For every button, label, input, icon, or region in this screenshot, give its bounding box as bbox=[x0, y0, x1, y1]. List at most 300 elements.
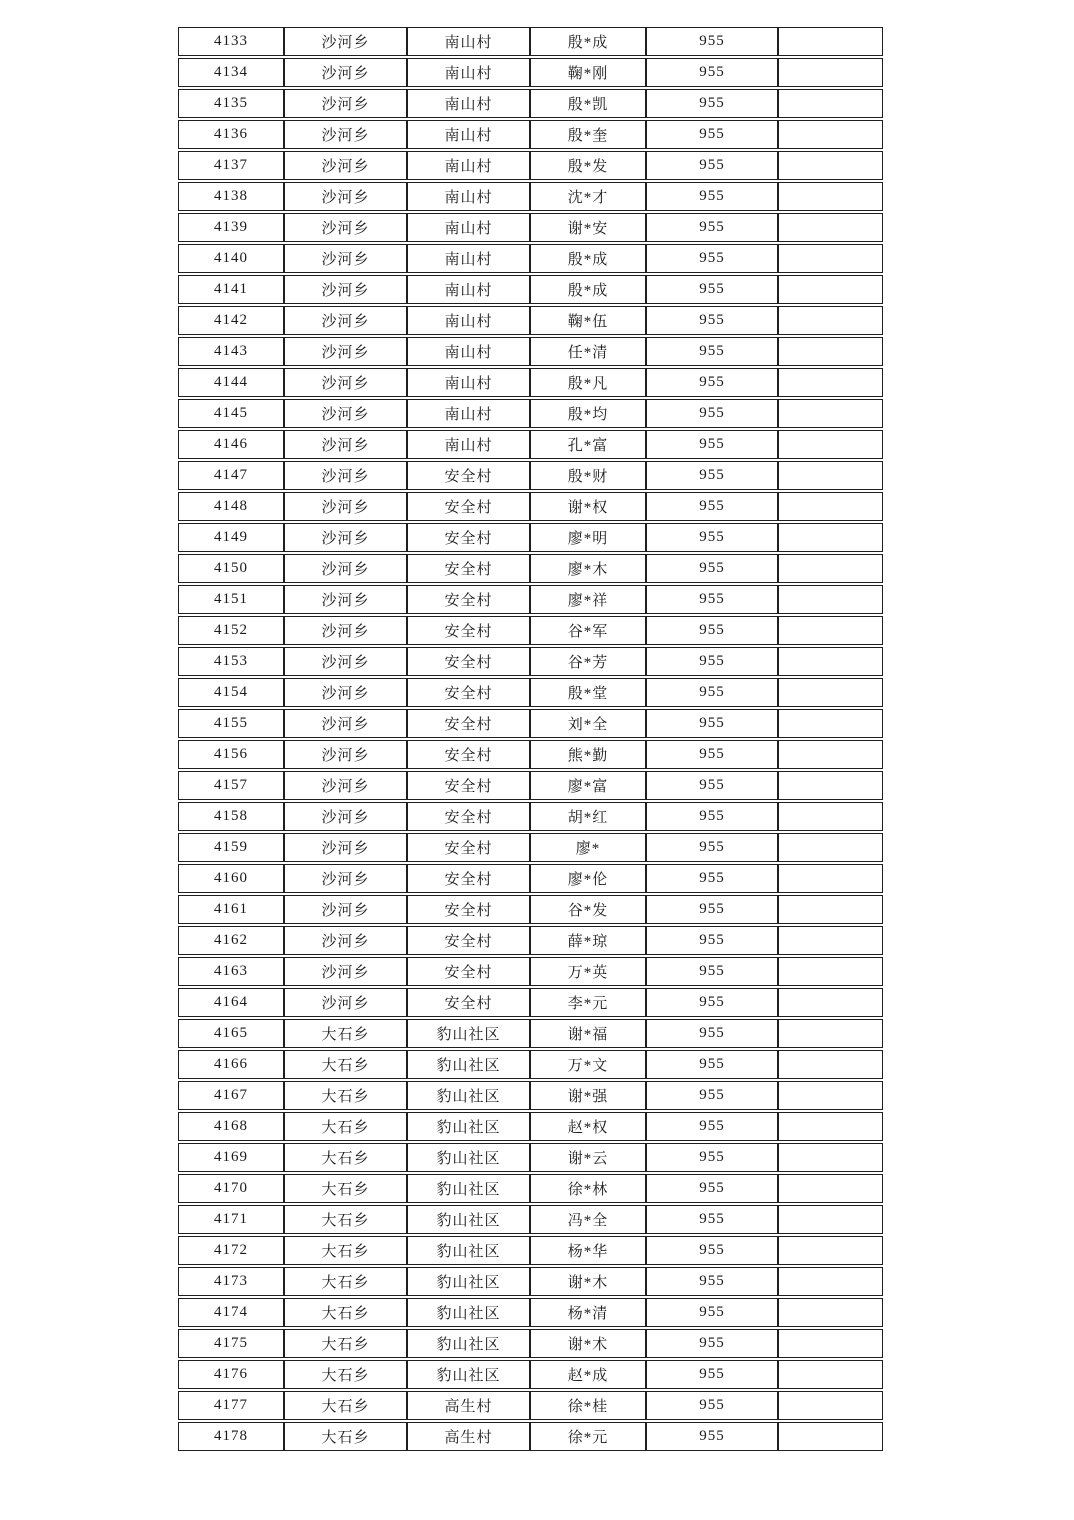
cell-serial-number: 4167 bbox=[178, 1081, 284, 1110]
cell-village: 南山村 bbox=[407, 275, 530, 304]
cell-township: 大石乡 bbox=[284, 1174, 407, 1203]
cell-village: 南山村 bbox=[407, 120, 530, 149]
cell-blank bbox=[778, 1329, 883, 1358]
cell-serial-number: 4151 bbox=[178, 585, 284, 614]
cell-amount: 955 bbox=[646, 740, 778, 769]
cell-township: 沙河乡 bbox=[284, 27, 407, 56]
cell-blank bbox=[778, 1236, 883, 1265]
cell-person-name: 殷*均 bbox=[530, 399, 646, 428]
cell-village: 安全村 bbox=[407, 988, 530, 1017]
table-row bbox=[178, 213, 883, 242]
table-row bbox=[178, 1112, 883, 1141]
cell-village: 豹山社区 bbox=[407, 1329, 530, 1358]
cell-serial-number: 4166 bbox=[178, 1050, 284, 1079]
cell-township: 沙河乡 bbox=[284, 306, 407, 335]
cell-township: 大石乡 bbox=[284, 1143, 407, 1172]
cell-village: 豹山社区 bbox=[407, 1360, 530, 1389]
cell-serial-number: 4152 bbox=[178, 616, 284, 645]
cell-township: 沙河乡 bbox=[284, 988, 407, 1017]
cell-serial-number: 4159 bbox=[178, 833, 284, 862]
cell-amount: 955 bbox=[646, 1174, 778, 1203]
cell-village: 安全村 bbox=[407, 895, 530, 924]
cell-amount: 955 bbox=[646, 182, 778, 211]
table-row bbox=[178, 1298, 883, 1327]
cell-township: 大石乡 bbox=[284, 1298, 407, 1327]
table-row bbox=[178, 523, 883, 552]
cell-township: 沙河乡 bbox=[284, 430, 407, 459]
cell-serial-number: 4146 bbox=[178, 430, 284, 459]
cell-blank bbox=[778, 802, 883, 831]
cell-blank bbox=[778, 1174, 883, 1203]
cell-person-name: 殷*成 bbox=[530, 244, 646, 273]
cell-amount: 955 bbox=[646, 368, 778, 397]
cell-serial-number: 4171 bbox=[178, 1205, 284, 1234]
cell-blank bbox=[778, 120, 883, 149]
cell-person-name: 谢*福 bbox=[530, 1019, 646, 1048]
cell-village: 豹山社区 bbox=[407, 1019, 530, 1048]
cell-blank bbox=[778, 306, 883, 335]
cell-person-name: 万*英 bbox=[530, 957, 646, 986]
cell-blank bbox=[778, 492, 883, 521]
cell-amount: 955 bbox=[646, 399, 778, 428]
cell-blank bbox=[778, 244, 883, 273]
cell-serial-number: 4165 bbox=[178, 1019, 284, 1048]
cell-person-name: 殷*财 bbox=[530, 461, 646, 490]
table-row bbox=[178, 740, 883, 769]
cell-amount: 955 bbox=[646, 616, 778, 645]
cell-person-name: 徐*桂 bbox=[530, 1391, 646, 1420]
cell-person-name: 殷*成 bbox=[530, 275, 646, 304]
table-row bbox=[178, 492, 883, 521]
cell-village: 豹山社区 bbox=[407, 1205, 530, 1234]
cell-person-name: 沈*才 bbox=[530, 182, 646, 211]
table-row bbox=[178, 1267, 883, 1296]
cell-blank bbox=[778, 1298, 883, 1327]
cell-township: 沙河乡 bbox=[284, 802, 407, 831]
cell-township: 大石乡 bbox=[284, 1391, 407, 1420]
cell-serial-number: 4154 bbox=[178, 678, 284, 707]
cell-blank bbox=[778, 275, 883, 304]
cell-serial-number: 4169 bbox=[178, 1143, 284, 1172]
cell-serial-number: 4164 bbox=[178, 988, 284, 1017]
table-row bbox=[178, 120, 883, 149]
cell-amount: 955 bbox=[646, 306, 778, 335]
cell-township: 沙河乡 bbox=[284, 616, 407, 645]
cell-amount: 955 bbox=[646, 585, 778, 614]
cell-person-name: 李*元 bbox=[530, 988, 646, 1017]
cell-blank bbox=[778, 399, 883, 428]
cell-township: 沙河乡 bbox=[284, 120, 407, 149]
cell-amount: 955 bbox=[646, 988, 778, 1017]
cell-serial-number: 4133 bbox=[178, 27, 284, 56]
cell-person-name: 熊*勤 bbox=[530, 740, 646, 769]
cell-person-name: 徐*元 bbox=[530, 1422, 646, 1451]
table-row bbox=[178, 58, 883, 87]
cell-township: 沙河乡 bbox=[284, 647, 407, 676]
cell-blank bbox=[778, 988, 883, 1017]
cell-amount: 955 bbox=[646, 833, 778, 862]
cell-blank bbox=[778, 1050, 883, 1079]
cell-person-name: 薛*琼 bbox=[530, 926, 646, 955]
cell-person-name: 冯*全 bbox=[530, 1205, 646, 1234]
table-row bbox=[178, 27, 883, 56]
cell-village: 豹山社区 bbox=[407, 1112, 530, 1141]
table-row bbox=[178, 244, 883, 273]
cell-amount: 955 bbox=[646, 120, 778, 149]
table-row bbox=[178, 895, 883, 924]
cell-serial-number: 4145 bbox=[178, 399, 284, 428]
cell-township: 大石乡 bbox=[284, 1050, 407, 1079]
cell-blank bbox=[778, 1360, 883, 1389]
cell-village: 安全村 bbox=[407, 802, 530, 831]
cell-blank bbox=[778, 678, 883, 707]
cell-serial-number: 4173 bbox=[178, 1267, 284, 1296]
cell-blank bbox=[778, 89, 883, 118]
cell-blank bbox=[778, 647, 883, 676]
cell-village: 豹山社区 bbox=[407, 1174, 530, 1203]
cell-serial-number: 4170 bbox=[178, 1174, 284, 1203]
cell-person-name: 鞠*伍 bbox=[530, 306, 646, 335]
table-row bbox=[178, 461, 883, 490]
cell-amount: 955 bbox=[646, 244, 778, 273]
cell-village: 高生村 bbox=[407, 1422, 530, 1451]
cell-village: 安全村 bbox=[407, 678, 530, 707]
cell-village: 南山村 bbox=[407, 399, 530, 428]
cell-serial-number: 4144 bbox=[178, 368, 284, 397]
cell-person-name: 廖*木 bbox=[530, 554, 646, 583]
cell-serial-number: 4135 bbox=[178, 89, 284, 118]
table-row bbox=[178, 368, 883, 397]
cell-blank bbox=[778, 337, 883, 366]
cell-person-name: 谷*发 bbox=[530, 895, 646, 924]
cell-serial-number: 4137 bbox=[178, 151, 284, 180]
cell-person-name: 谢*安 bbox=[530, 213, 646, 242]
cell-blank bbox=[778, 1391, 883, 1420]
cell-village: 南山村 bbox=[407, 182, 530, 211]
table-row bbox=[178, 89, 883, 118]
cell-amount: 955 bbox=[646, 58, 778, 87]
table-row bbox=[178, 399, 883, 428]
cell-person-name: 谢*权 bbox=[530, 492, 646, 521]
cell-amount: 955 bbox=[646, 89, 778, 118]
cell-township: 沙河乡 bbox=[284, 554, 407, 583]
cell-township: 大石乡 bbox=[284, 1019, 407, 1048]
cell-village: 豹山社区 bbox=[407, 1236, 530, 1265]
cell-blank bbox=[778, 1019, 883, 1048]
cell-amount: 955 bbox=[646, 864, 778, 893]
cell-person-name: 谢*云 bbox=[530, 1143, 646, 1172]
cell-person-name: 殷*堂 bbox=[530, 678, 646, 707]
cell-village: 南山村 bbox=[407, 244, 530, 273]
cell-person-name: 廖*明 bbox=[530, 523, 646, 552]
cell-township: 沙河乡 bbox=[284, 461, 407, 490]
cell-village: 豹山社区 bbox=[407, 1143, 530, 1172]
cell-blank bbox=[778, 833, 883, 862]
table-row bbox=[178, 151, 883, 180]
roster-table bbox=[178, 25, 883, 1453]
cell-person-name: 谷*芳 bbox=[530, 647, 646, 676]
cell-blank bbox=[778, 1422, 883, 1451]
cell-township: 大石乡 bbox=[284, 1360, 407, 1389]
cell-amount: 955 bbox=[646, 957, 778, 986]
cell-serial-number: 4156 bbox=[178, 740, 284, 769]
cell-amount: 955 bbox=[646, 151, 778, 180]
cell-amount: 955 bbox=[646, 523, 778, 552]
cell-township: 沙河乡 bbox=[284, 678, 407, 707]
table-row bbox=[178, 585, 883, 614]
cell-serial-number: 4134 bbox=[178, 58, 284, 87]
cell-person-name: 殷*凡 bbox=[530, 368, 646, 397]
cell-village: 安全村 bbox=[407, 585, 530, 614]
cell-blank bbox=[778, 368, 883, 397]
cell-amount: 955 bbox=[646, 1205, 778, 1234]
cell-township: 沙河乡 bbox=[284, 337, 407, 366]
cell-serial-number: 4148 bbox=[178, 492, 284, 521]
cell-blank bbox=[778, 554, 883, 583]
cell-serial-number: 4161 bbox=[178, 895, 284, 924]
cell-blank bbox=[778, 709, 883, 738]
cell-serial-number: 4174 bbox=[178, 1298, 284, 1327]
cell-amount: 955 bbox=[646, 1112, 778, 1141]
cell-amount: 955 bbox=[646, 1081, 778, 1110]
cell-blank bbox=[778, 1081, 883, 1110]
cell-blank bbox=[778, 182, 883, 211]
cell-blank bbox=[778, 151, 883, 180]
cell-serial-number: 4149 bbox=[178, 523, 284, 552]
cell-amount: 955 bbox=[646, 1019, 778, 1048]
table-row bbox=[178, 554, 883, 583]
cell-blank bbox=[778, 1112, 883, 1141]
cell-blank bbox=[778, 1267, 883, 1296]
cell-serial-number: 4160 bbox=[178, 864, 284, 893]
cell-serial-number: 4157 bbox=[178, 771, 284, 800]
table-row bbox=[178, 275, 883, 304]
cell-serial-number: 4175 bbox=[178, 1329, 284, 1358]
cell-blank bbox=[778, 864, 883, 893]
cell-village: 安全村 bbox=[407, 957, 530, 986]
cell-village: 安全村 bbox=[407, 833, 530, 862]
cell-person-name: 谷*军 bbox=[530, 616, 646, 645]
table-row bbox=[178, 182, 883, 211]
cell-village: 豹山社区 bbox=[407, 1298, 530, 1327]
cell-serial-number: 4153 bbox=[178, 647, 284, 676]
cell-village: 高生村 bbox=[407, 1391, 530, 1420]
table-row bbox=[178, 1236, 883, 1265]
cell-village: 安全村 bbox=[407, 461, 530, 490]
cell-township: 沙河乡 bbox=[284, 585, 407, 614]
cell-amount: 955 bbox=[646, 461, 778, 490]
table-row bbox=[178, 957, 883, 986]
table-row bbox=[178, 1329, 883, 1358]
cell-township: 大石乡 bbox=[284, 1267, 407, 1296]
cell-township: 沙河乡 bbox=[284, 151, 407, 180]
cell-serial-number: 4139 bbox=[178, 213, 284, 242]
cell-person-name: 谢*木 bbox=[530, 1267, 646, 1296]
cell-township: 大石乡 bbox=[284, 1081, 407, 1110]
cell-amount: 955 bbox=[646, 926, 778, 955]
cell-serial-number: 4143 bbox=[178, 337, 284, 366]
cell-blank bbox=[778, 957, 883, 986]
cell-amount: 955 bbox=[646, 709, 778, 738]
cell-village: 安全村 bbox=[407, 740, 530, 769]
cell-township: 沙河乡 bbox=[284, 213, 407, 242]
table-row bbox=[178, 1391, 883, 1420]
cell-serial-number: 4163 bbox=[178, 957, 284, 986]
cell-township: 沙河乡 bbox=[284, 244, 407, 273]
table-row bbox=[178, 802, 883, 831]
cell-serial-number: 4172 bbox=[178, 1236, 284, 1265]
table-row bbox=[178, 1422, 883, 1451]
cell-amount: 955 bbox=[646, 895, 778, 924]
cell-amount: 955 bbox=[646, 771, 778, 800]
cell-amount: 955 bbox=[646, 1298, 778, 1327]
cell-township: 沙河乡 bbox=[284, 833, 407, 862]
table-row bbox=[178, 1143, 883, 1172]
table-row bbox=[178, 988, 883, 1017]
cell-amount: 955 bbox=[646, 337, 778, 366]
cell-village: 南山村 bbox=[407, 337, 530, 366]
roster-table-body bbox=[178, 27, 883, 1451]
cell-township: 沙河乡 bbox=[284, 957, 407, 986]
cell-serial-number: 4142 bbox=[178, 306, 284, 335]
cell-amount: 955 bbox=[646, 647, 778, 676]
cell-township: 沙河乡 bbox=[284, 864, 407, 893]
cell-person-name: 赵*权 bbox=[530, 1112, 646, 1141]
cell-person-name: 万*文 bbox=[530, 1050, 646, 1079]
cell-amount: 955 bbox=[646, 1391, 778, 1420]
cell-person-name: 廖*富 bbox=[530, 771, 646, 800]
cell-township: 沙河乡 bbox=[284, 58, 407, 87]
cell-blank bbox=[778, 430, 883, 459]
cell-blank bbox=[778, 27, 883, 56]
cell-amount: 955 bbox=[646, 678, 778, 707]
cell-township: 大石乡 bbox=[284, 1236, 407, 1265]
table-row bbox=[178, 771, 883, 800]
cell-serial-number: 4158 bbox=[178, 802, 284, 831]
cell-township: 沙河乡 bbox=[284, 89, 407, 118]
cell-person-name: 谢*强 bbox=[530, 1081, 646, 1110]
table-row bbox=[178, 1360, 883, 1389]
cell-amount: 955 bbox=[646, 802, 778, 831]
cell-amount: 955 bbox=[646, 1422, 778, 1451]
cell-village: 安全村 bbox=[407, 926, 530, 955]
cell-township: 大石乡 bbox=[284, 1205, 407, 1234]
cell-township: 沙河乡 bbox=[284, 368, 407, 397]
cell-village: 豹山社区 bbox=[407, 1050, 530, 1079]
cell-person-name: 任*清 bbox=[530, 337, 646, 366]
cell-serial-number: 4150 bbox=[178, 554, 284, 583]
table-row bbox=[178, 1174, 883, 1203]
cell-township: 沙河乡 bbox=[284, 275, 407, 304]
cell-blank bbox=[778, 1143, 883, 1172]
cell-village: 安全村 bbox=[407, 492, 530, 521]
cell-village: 南山村 bbox=[407, 430, 530, 459]
cell-village: 安全村 bbox=[407, 771, 530, 800]
cell-village: 南山村 bbox=[407, 151, 530, 180]
cell-blank bbox=[778, 58, 883, 87]
cell-blank bbox=[778, 1205, 883, 1234]
cell-person-name: 廖*祥 bbox=[530, 585, 646, 614]
cell-person-name: 殷*发 bbox=[530, 151, 646, 180]
cell-village: 豹山社区 bbox=[407, 1267, 530, 1296]
cell-serial-number: 4168 bbox=[178, 1112, 284, 1141]
cell-person-name: 刘*全 bbox=[530, 709, 646, 738]
cell-township: 沙河乡 bbox=[284, 740, 407, 769]
cell-village: 南山村 bbox=[407, 89, 530, 118]
cell-person-name: 胡*红 bbox=[530, 802, 646, 831]
cell-person-name: 孔*富 bbox=[530, 430, 646, 459]
cell-person-name: 杨*清 bbox=[530, 1298, 646, 1327]
cell-person-name: 殷*成 bbox=[530, 27, 646, 56]
cell-amount: 955 bbox=[646, 1267, 778, 1296]
cell-township: 沙河乡 bbox=[284, 771, 407, 800]
table-row bbox=[178, 647, 883, 676]
table-row bbox=[178, 337, 883, 366]
cell-township: 沙河乡 bbox=[284, 399, 407, 428]
cell-serial-number: 4177 bbox=[178, 1391, 284, 1420]
cell-person-name: 赵*成 bbox=[530, 1360, 646, 1389]
table-row bbox=[178, 1019, 883, 1048]
cell-blank bbox=[778, 585, 883, 614]
table-row bbox=[178, 1081, 883, 1110]
table-row bbox=[178, 616, 883, 645]
table-row bbox=[178, 833, 883, 862]
cell-village: 安全村 bbox=[407, 864, 530, 893]
cell-village: 安全村 bbox=[407, 616, 530, 645]
cell-village: 南山村 bbox=[407, 306, 530, 335]
cell-township: 沙河乡 bbox=[284, 523, 407, 552]
table-row bbox=[178, 1205, 883, 1234]
table-row bbox=[178, 430, 883, 459]
cell-blank bbox=[778, 213, 883, 242]
cell-township: 沙河乡 bbox=[284, 182, 407, 211]
cell-village: 安全村 bbox=[407, 523, 530, 552]
cell-amount: 955 bbox=[646, 492, 778, 521]
cell-amount: 955 bbox=[646, 213, 778, 242]
cell-township: 大石乡 bbox=[284, 1422, 407, 1451]
cell-serial-number: 4141 bbox=[178, 275, 284, 304]
cell-person-name: 廖*伦 bbox=[530, 864, 646, 893]
cell-village: 南山村 bbox=[407, 213, 530, 242]
cell-village: 南山村 bbox=[407, 368, 530, 397]
cell-amount: 955 bbox=[646, 275, 778, 304]
cell-person-name: 殷*凯 bbox=[530, 89, 646, 118]
cell-township: 沙河乡 bbox=[284, 895, 407, 924]
cell-person-name: 谢*术 bbox=[530, 1329, 646, 1358]
cell-serial-number: 4147 bbox=[178, 461, 284, 490]
cell-blank bbox=[778, 616, 883, 645]
cell-person-name: 徐*林 bbox=[530, 1174, 646, 1203]
cell-person-name: 殷*奎 bbox=[530, 120, 646, 149]
cell-village: 安全村 bbox=[407, 647, 530, 676]
cell-village: 南山村 bbox=[407, 27, 530, 56]
table-row bbox=[178, 926, 883, 955]
cell-blank bbox=[778, 895, 883, 924]
table-row bbox=[178, 864, 883, 893]
cell-serial-number: 4138 bbox=[178, 182, 284, 211]
cell-person-name: 廖* bbox=[530, 833, 646, 862]
cell-serial-number: 4140 bbox=[178, 244, 284, 273]
cell-village: 安全村 bbox=[407, 709, 530, 738]
cell-serial-number: 4176 bbox=[178, 1360, 284, 1389]
table-row bbox=[178, 1050, 883, 1079]
cell-amount: 955 bbox=[646, 554, 778, 583]
cell-village: 安全村 bbox=[407, 554, 530, 583]
table-row bbox=[178, 678, 883, 707]
cell-township: 沙河乡 bbox=[284, 709, 407, 738]
cell-amount: 955 bbox=[646, 1143, 778, 1172]
cell-village: 南山村 bbox=[407, 58, 530, 87]
